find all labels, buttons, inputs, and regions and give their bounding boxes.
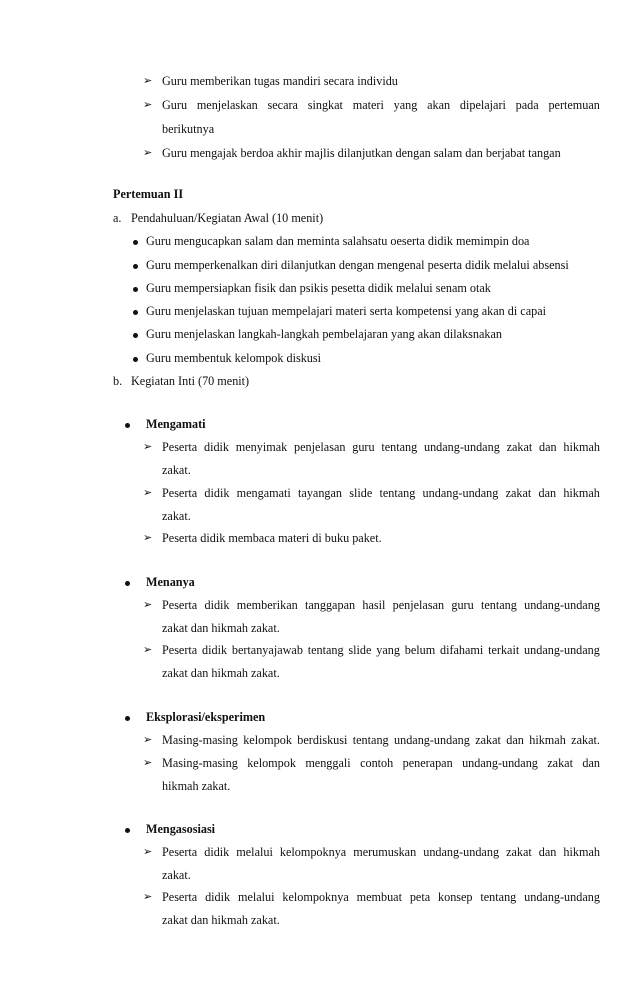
bullet-dot-icon — [133, 287, 138, 292]
arrow-bullet-icon: ➢ — [143, 757, 153, 769]
list-item: Masing-masing kelompok menggali contoh penerapan undang-undang zakat dan — [162, 756, 600, 770]
arrow-bullet-icon: ➢ — [143, 75, 153, 87]
arrow-bullet-icon: ➢ — [143, 846, 153, 858]
bullet-dot-icon — [125, 423, 130, 428]
bullet-dot-icon — [125, 581, 130, 586]
section-a-title: Pendahuluan/Kegiatan Awal (10 menit) — [131, 211, 324, 225]
arrow-bullet-icon: ➢ — [143, 644, 153, 656]
list-item-continuation: zakat dan hikmah zakat. — [162, 913, 280, 927]
bullet-dot-icon — [133, 333, 138, 338]
section-b-label: b. — [113, 374, 123, 388]
list-item: Guru mengucapkan salam dan meminta salahsatu oeserta didik memimpin doa — [146, 234, 530, 248]
list-item: Guru menjelaskan secara singkat materi yang akan dipelajari pada pertemuan — [162, 98, 600, 112]
bullet-dot-icon — [133, 264, 138, 269]
list-item: Guru memberikan tugas mandiri secara individu — [162, 74, 398, 88]
arrow-bullet-icon: ➢ — [143, 891, 153, 903]
group-heading: Mengamati — [146, 417, 206, 431]
bullet-dot-icon — [133, 357, 138, 362]
bullet-dot-icon — [125, 716, 130, 721]
arrow-bullet-icon: ➢ — [143, 99, 153, 111]
arrow-bullet-icon: ➢ — [143, 147, 153, 159]
arrow-bullet-icon: ➢ — [143, 599, 153, 611]
arrow-bullet-icon: ➢ — [143, 487, 153, 499]
list-item: Guru menjelaskan tujuan mempelajari materi serta kompetensi yang akan di capai — [146, 304, 547, 318]
group-heading: Eksplorasi/eksperimen — [146, 710, 266, 724]
list-item: Peserta didik memberikan tanggapan hasil penjelasan guru tentang undang-undang — [162, 598, 600, 612]
list-item: Peserta didik mengamati tayangan slide tentang undang-undang zakat dan hikmah — [162, 486, 600, 500]
list-item: Peserta didik melalui kelompoknya merumuskan undang-undang zakat dan hikmah — [162, 845, 600, 859]
list-item: Peserta didik membaca materi di buku paket. — [162, 531, 382, 545]
list-item-continuation: zakat. — [162, 463, 191, 477]
list-item: Guru membentuk kelompok diskusi — [146, 351, 322, 365]
bullet-dot-icon — [125, 828, 130, 833]
group-heading: Menanya — [146, 575, 195, 589]
bullet-dot-icon — [133, 310, 138, 315]
section-a-label: a. — [113, 211, 122, 225]
section-b-title: Kegiatan Inti (70 menit) — [131, 374, 250, 388]
list-item-continuation: zakat. — [162, 509, 191, 523]
list-item: Guru menjelaskan langkah-langkah pembelajaran yang akan dilaksnakan — [146, 327, 503, 341]
list-item-continuation: hikmah zakat. — [162, 779, 231, 793]
list-item: Guru memperkenalkan diri dilanjutkan dengan mengenal peserta didik melalui absensi — [146, 258, 569, 272]
list-item: Peserta didik bertanyajawab tentang slide yang belum difahami terkait undang-undang — [162, 643, 600, 657]
list-item-continuation: zakat dan hikmah zakat. — [162, 621, 280, 635]
list-item: Masing-masing kelompok berdiskusi tentang undang-undang zakat dan hikmah zakat. — [162, 733, 600, 747]
meeting-title: Pertemuan II — [113, 187, 184, 201]
list-item-continuation: zakat dan hikmah zakat. — [162, 666, 280, 680]
arrow-bullet-icon: ➢ — [143, 734, 153, 746]
arrow-bullet-icon: ➢ — [143, 441, 153, 453]
group-heading: Mengasosiasi — [146, 822, 216, 836]
list-item-continuation: zakat. — [162, 868, 191, 882]
list-item: Guru mengajak berdoa akhir majlis dilanjutkan dengan salam dan berjabat tangan — [162, 146, 561, 160]
list-item: Peserta didik melalui kelompoknya membuat peta konsep tentang undang-undang — [162, 890, 600, 904]
list-item-continuation: berikutnya — [162, 122, 215, 136]
arrow-bullet-icon: ➢ — [143, 532, 153, 544]
list-item: Guru mempersiapkan fisik dan psikis pesetta didik melalui senam otak — [146, 281, 491, 295]
list-item: Peserta didik menyimak penjelasan guru tentang undang-undang zakat dan hikmah — [162, 440, 600, 454]
bullet-dot-icon — [133, 240, 138, 245]
